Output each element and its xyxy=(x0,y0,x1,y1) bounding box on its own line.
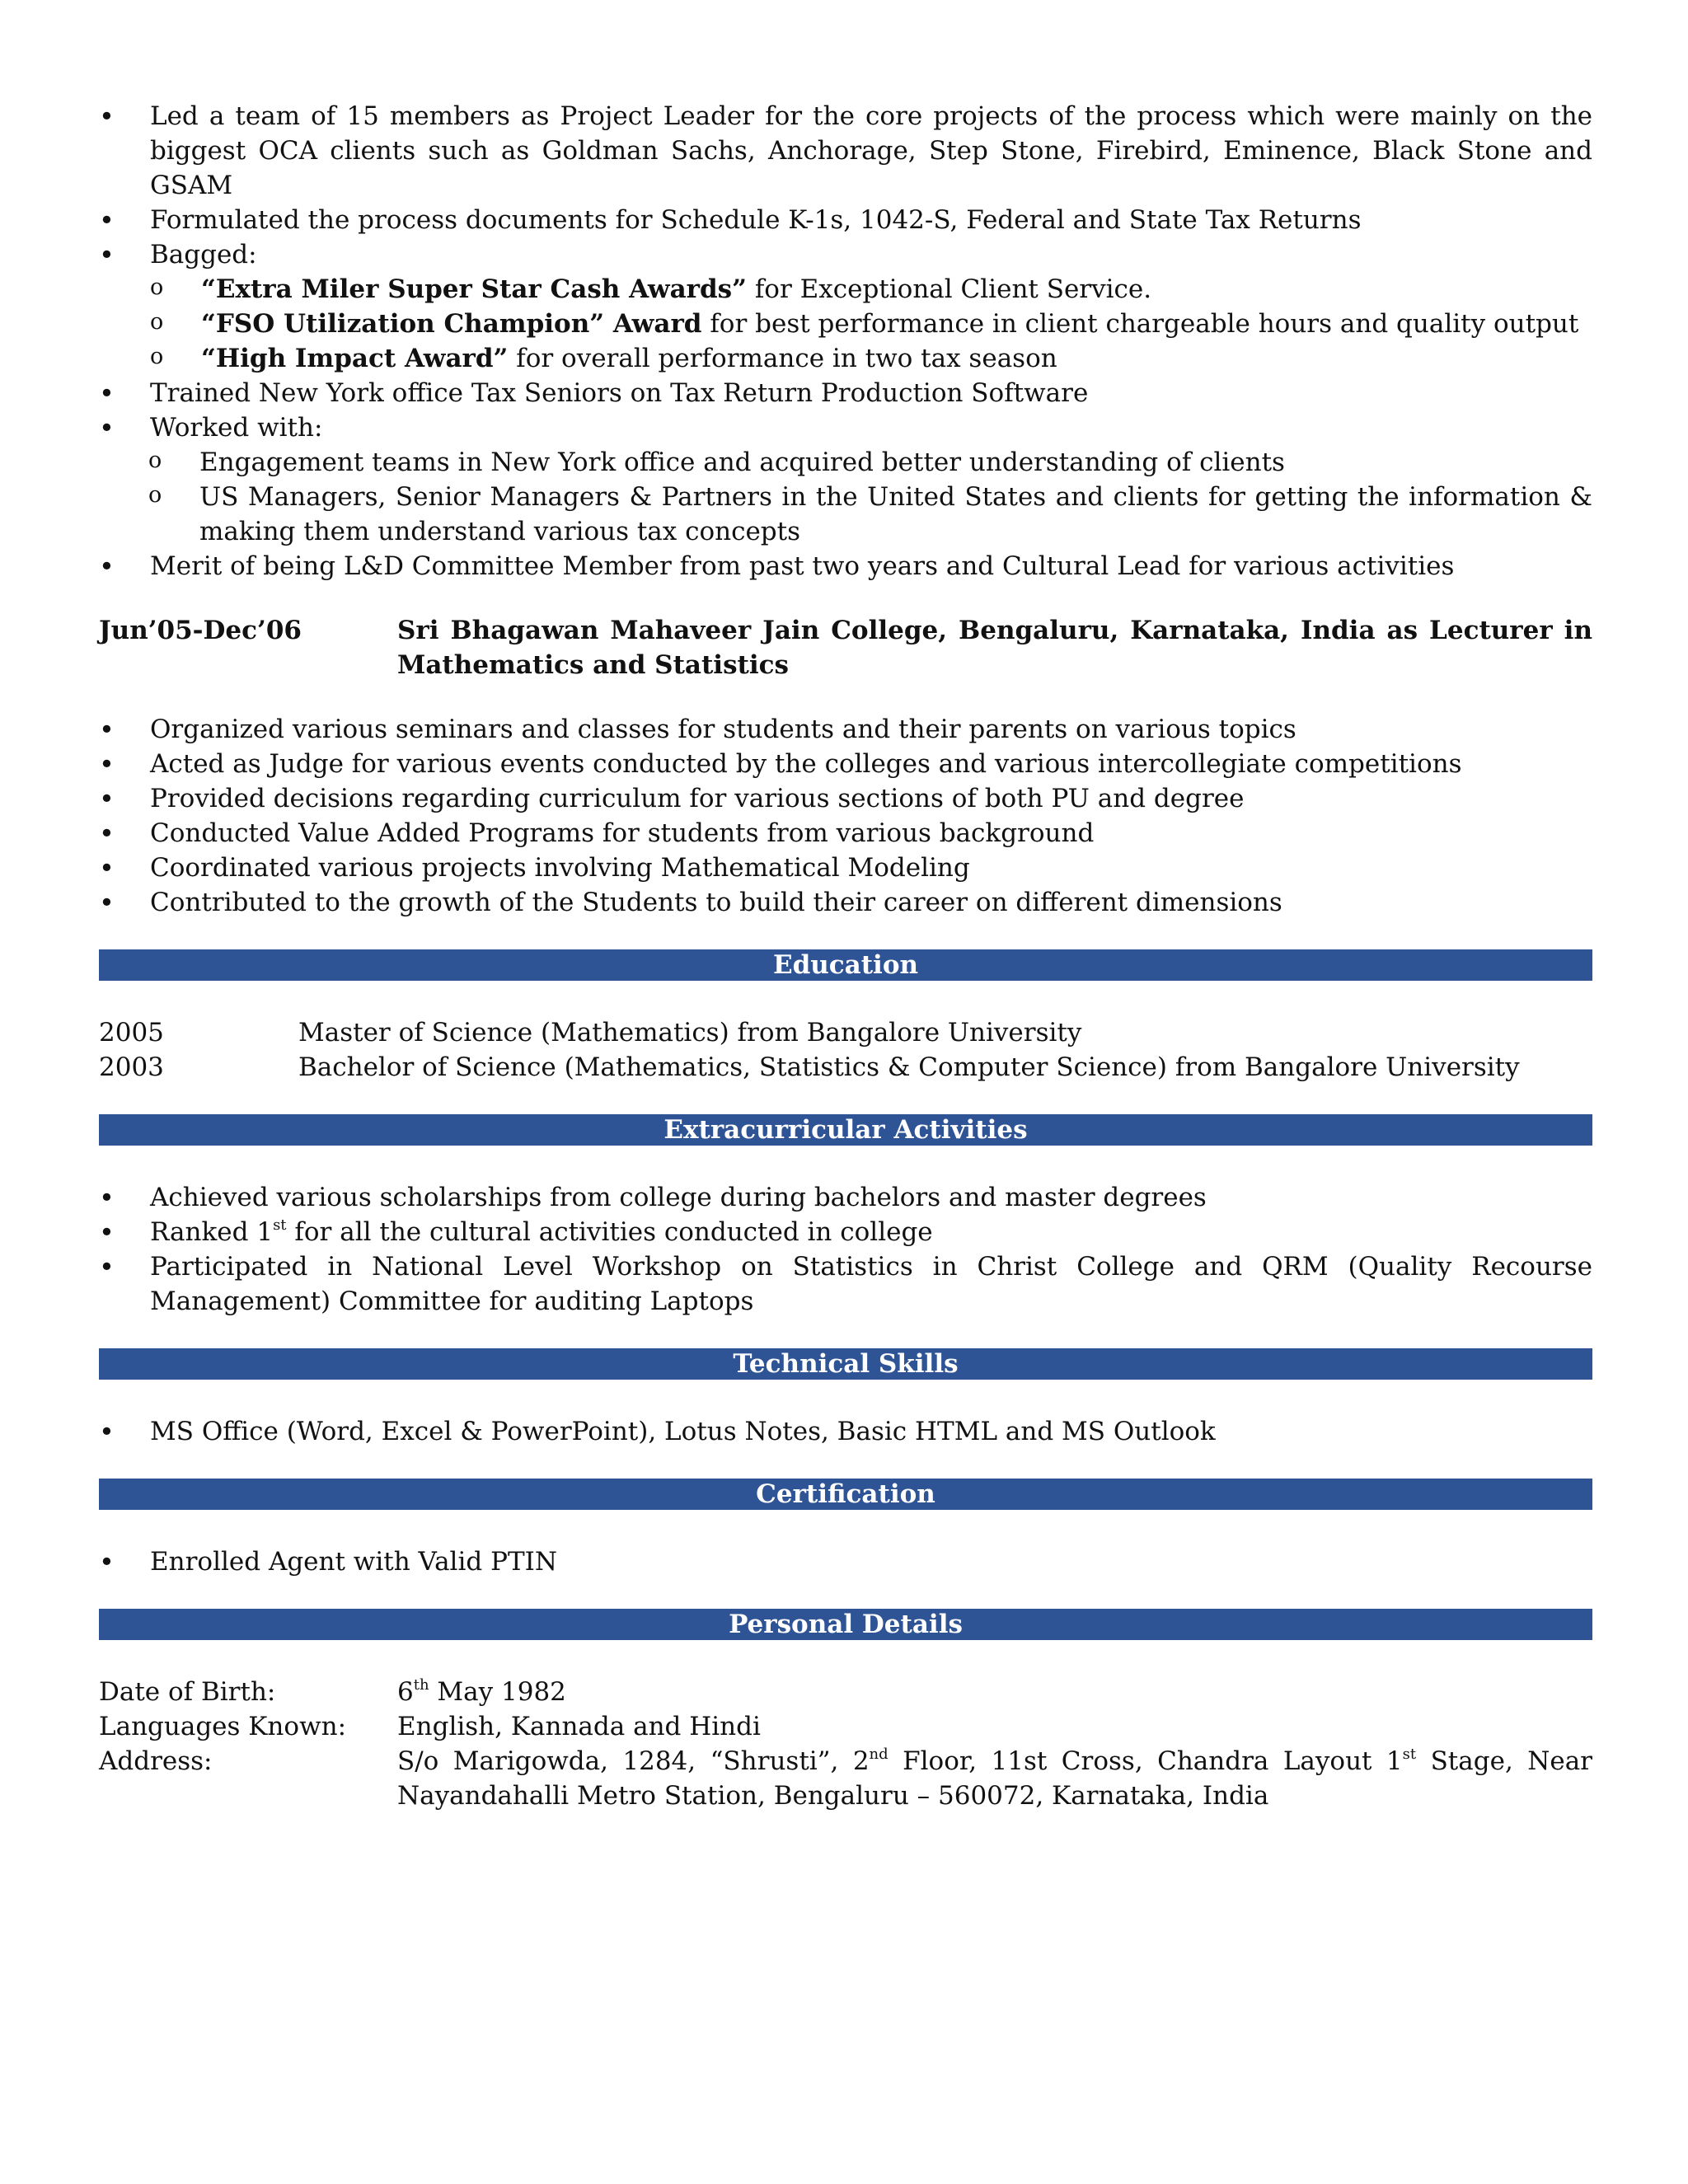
job-dates: Jun’05-Dec’06 xyxy=(99,616,302,645)
worked-with-item: o US Managers, Senior Managers & Partners in the United States and clients for getting the information & making them understand various tax concepts xyxy=(99,480,1592,549)
education-year: 2005 xyxy=(99,1018,164,1047)
personal-row-languages xyxy=(99,1709,1592,1744)
section-heading-certification: Certification xyxy=(99,1479,1592,1510)
job-title: Sri Bhagawan Mahaveer Jain College, Bengaluru, Karnataka, India as Lecturer in Mathematics and Statistics xyxy=(397,616,1592,680)
list-item: • Achieved various scholarships from college during bachelors and master degrees xyxy=(99,1180,1592,1215)
awards-list xyxy=(150,272,1592,376)
address-value: S/o Marigowda, 1284, “Shrusti”, 2nd Floor, 11st Cross, Chandra Layout 1st Stage, Near Nayandahalli Metro Station, Bengaluru – 560072, Karnataka, India xyxy=(397,1745,1592,1811)
award-item: o “Extra Miler Super Star Cash Awards” for Exceptional Client Service. xyxy=(150,272,1592,307)
list-item: • Enrolled Agent with Valid PTIN xyxy=(99,1544,1592,1579)
list-item: • Ranked 1st for all the cultural activities conducted in college xyxy=(99,1215,1592,1249)
award-item: o “FSO Utilization Champion” Award for best performance in client chargeable hours and quality output xyxy=(150,307,1592,341)
section-heading-education: Education xyxy=(99,949,1592,981)
list-item: • Merit of being L&D Committee Member from past two years and Cultural Lead for various activities xyxy=(99,549,1592,583)
award-item: o “High Impact Award” for overall performance in two tax season xyxy=(150,341,1592,376)
certification-list xyxy=(99,1544,1592,1579)
experience-bullets xyxy=(99,99,1592,445)
list-item: • Acted as Judge for various events conducted by the colleges and various intercollegiate competitions xyxy=(99,747,1592,781)
worked-with-item: o Engagement teams in New York office and acquired better understanding of clients xyxy=(99,445,1592,480)
list-item: • Organized various seminars and classes for students and their parents on various topics xyxy=(99,712,1592,747)
list-item: • Led a team of 15 members as Project Leader for the core projects of the process which were mainly on the biggest OCA clients such as Goldman Sachs, Anchorage, Step Stone, Firebird, Eminence, Black Stone and GSAM xyxy=(99,99,1592,203)
list-item: • Contributed to the growth of the Students to build their career on different dimensions xyxy=(99,885,1592,920)
experience-bullets-tail xyxy=(99,549,1592,583)
address-label: Address: xyxy=(99,1746,213,1776)
list-item: • MS Office (Word, Excel & PowerPoint), Lotus Notes, Basic HTML and MS Outlook xyxy=(99,1414,1592,1449)
personal-row-dob xyxy=(99,1675,1592,1709)
education-row xyxy=(99,1015,1592,1050)
education-year: 2003 xyxy=(99,1052,164,1082)
personal-row-address xyxy=(99,1744,1592,1813)
extracurricular-list xyxy=(99,1180,1592,1319)
list-item: • Trained New York office Tax Seniors on Tax Return Production Software xyxy=(99,376,1592,410)
list-item: • Provided decisions regarding curriculum for various sections of both PU and degree xyxy=(99,781,1592,816)
section-heading-personal-details: Personal Details xyxy=(99,1609,1592,1640)
education-degree: Bachelor of Science (Mathematics, Statistics & Computer Science) from Bangalore University xyxy=(298,1052,1520,1082)
list-item: • Worked with: xyxy=(99,410,1592,445)
dob-value: 6th May 1982 xyxy=(397,1675,566,1707)
worked-with-list xyxy=(99,445,1592,549)
job-header xyxy=(99,613,1592,682)
dob-label: Date of Birth: xyxy=(99,1677,276,1707)
languages-label: Languages Known: xyxy=(99,1712,347,1741)
section-heading-extracurricular: Extracurricular Activities xyxy=(99,1114,1592,1146)
list-item: • Coordinated various projects involving Mathematical Modeling xyxy=(99,851,1592,885)
education-degree: Master of Science (Mathematics) from Bangalore University xyxy=(298,1018,1082,1047)
technical-skills-list xyxy=(99,1414,1592,1449)
job-bullets xyxy=(99,712,1592,920)
list-item: • Participated in National Level Workshop on Statistics in Christ College and QRM (Quality Recourse Management) Committee for auditing Laptops xyxy=(99,1249,1592,1319)
education-row xyxy=(99,1050,1592,1085)
list-item: • Conducted Value Added Programs for students from various background xyxy=(99,816,1592,851)
section-heading-technical-skills: Technical Skills xyxy=(99,1348,1592,1380)
list-item: • Formulated the process documents for Schedule K-1s, 1042-S, Federal and State Tax Returns xyxy=(99,203,1592,237)
list-item: • Bagged: o “Extra Miler Super Star Cash Awards” for Exceptional Client Service. o “FSO Utilization Champion” Award for best performance in client chargeable hours and quality output o “High Impact Award” for overall performance in two tax season xyxy=(99,237,1592,376)
resume-content xyxy=(99,99,1592,1813)
languages-value: English, Kannada and Hindi xyxy=(397,1712,761,1741)
